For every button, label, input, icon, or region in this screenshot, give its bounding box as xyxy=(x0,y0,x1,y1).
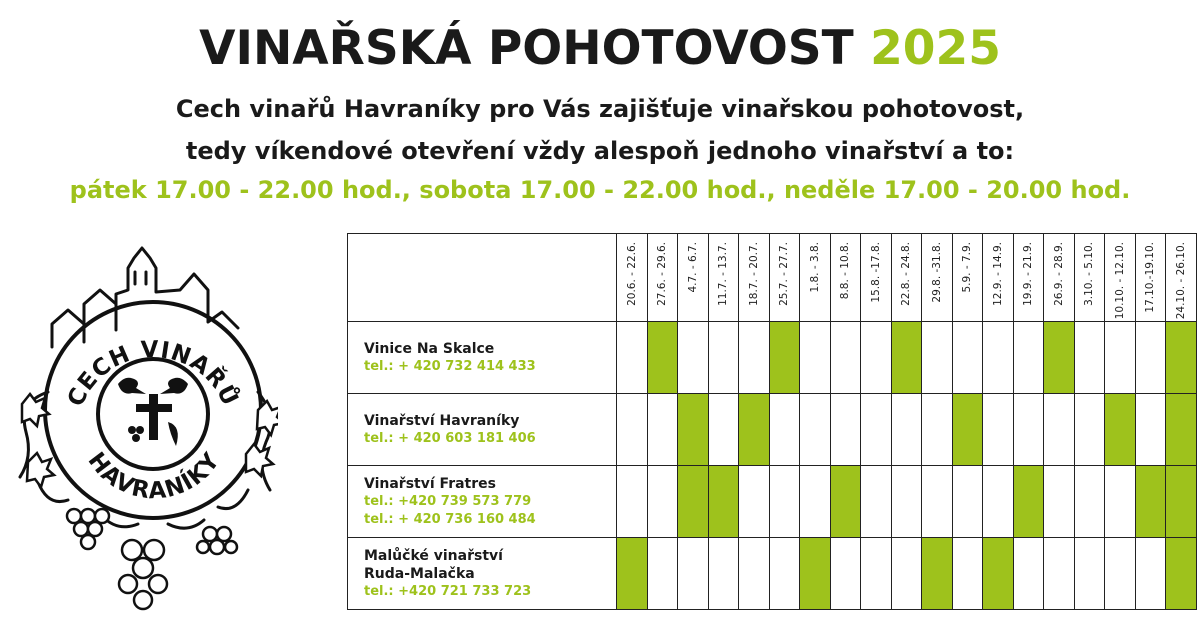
duty-cell-off xyxy=(1135,538,1166,610)
date-label: 20.6. - 22.6. xyxy=(625,242,638,306)
logo-text-top: CECH VINAŘŮ xyxy=(62,336,244,411)
winery-name: Ruda-Malačka xyxy=(364,565,475,582)
duty-cell-off xyxy=(952,322,983,394)
duty-cell-off xyxy=(800,322,831,394)
date-label: 15.8. -17.8. xyxy=(869,242,882,303)
duty-cell-off xyxy=(739,466,770,538)
date-header xyxy=(617,234,648,322)
duty-cell-off xyxy=(952,466,983,538)
opening-hours: pátek 17.00 - 22.00 hod., sobota 17.00 - 22.00 hod., neděle 17.00 - 20.00 hod. xyxy=(69,176,1131,204)
duty-cell-off xyxy=(678,322,709,394)
date-label: 4.7. - 6.7. xyxy=(686,242,699,293)
duty-cell-on xyxy=(830,466,861,538)
date-header xyxy=(1013,234,1044,322)
duty-cell-on xyxy=(1044,322,1075,394)
duty-cell-off xyxy=(617,466,648,538)
duty-cell-off xyxy=(861,538,892,610)
date-header xyxy=(861,234,892,322)
duty-cell-off xyxy=(922,322,953,394)
date-header xyxy=(769,234,800,322)
duty-cell-off xyxy=(1013,394,1044,466)
header-corner xyxy=(348,234,617,322)
date-label: 8.8. - 10.8. xyxy=(839,242,852,300)
duty-cell-on xyxy=(769,322,800,394)
duty-cell-off xyxy=(861,394,892,466)
date-header xyxy=(983,234,1014,322)
duty-cell-on xyxy=(739,394,770,466)
duty-cell-off xyxy=(769,394,800,466)
duty-cell-off xyxy=(1013,538,1044,610)
duty-cell-on xyxy=(1166,466,1197,538)
date-header xyxy=(800,234,831,322)
duty-cell-off xyxy=(861,322,892,394)
date-header xyxy=(1135,234,1166,322)
date-header xyxy=(678,234,709,322)
duty-cell-off xyxy=(1135,394,1166,466)
date-header xyxy=(891,234,922,322)
duty-cell-off xyxy=(952,538,983,610)
duty-cell-on xyxy=(922,538,953,610)
duty-cell-off xyxy=(800,466,831,538)
date-header xyxy=(1166,234,1197,322)
duty-cell-on xyxy=(1105,394,1136,466)
duty-cell-on xyxy=(891,322,922,394)
date-label: 25.7. - 27.7. xyxy=(778,242,791,306)
grapes-icon xyxy=(67,509,237,609)
duty-cell-off xyxy=(647,538,678,610)
duty-cell-on xyxy=(708,466,739,538)
duty-cell-off xyxy=(617,322,648,394)
duty-cell-off xyxy=(1074,538,1105,610)
intro-line-2: tedy víkendové otevření vždy alespoň jednoho vinařství a to: xyxy=(185,137,1015,165)
duty-cell-off xyxy=(1044,394,1075,466)
winery-phone: tel.: + 420 736 160 484 xyxy=(364,511,536,527)
winery-name: Vinice Na Skalce xyxy=(364,340,495,357)
duty-cell-off xyxy=(1044,538,1075,610)
duty-cell-off xyxy=(617,394,648,466)
winery-row xyxy=(348,322,1197,394)
date-header xyxy=(708,234,739,322)
date-label: 1.8. - 3.8. xyxy=(808,242,821,293)
date-header xyxy=(739,234,770,322)
duty-cell-on xyxy=(1013,466,1044,538)
duty-cell-off xyxy=(1105,538,1136,610)
date-label: 24.10. - 26.10. xyxy=(1174,242,1187,320)
date-header xyxy=(1044,234,1075,322)
duty-cell-off xyxy=(830,394,861,466)
duty-cell-off xyxy=(1013,322,1044,394)
duty-cell-off xyxy=(1105,466,1136,538)
schedule-table xyxy=(347,233,1197,610)
duty-cell-off xyxy=(922,394,953,466)
duty-cell-off xyxy=(1044,466,1075,538)
duty-cell-off xyxy=(678,538,709,610)
emblem-icon xyxy=(118,378,188,446)
duty-cell-off xyxy=(830,538,861,610)
date-label: 18.7. - 20.7. xyxy=(747,242,760,306)
date-header xyxy=(830,234,861,322)
duty-cell-off xyxy=(647,394,678,466)
duty-cell-off xyxy=(861,466,892,538)
date-header xyxy=(1074,234,1105,322)
duty-cell-on xyxy=(983,538,1014,610)
duty-cell-off xyxy=(891,466,922,538)
logo-text-bottom: HAVRANÍKY xyxy=(82,447,226,505)
duty-cell-off xyxy=(1135,322,1166,394)
date-label: 22.8. - 24.8. xyxy=(900,242,913,306)
duty-cell-off xyxy=(983,394,1014,466)
duty-cell-off xyxy=(739,538,770,610)
winery-row xyxy=(348,394,1197,466)
duty-cell-on xyxy=(647,322,678,394)
winery-name: Malůčké vinařství xyxy=(364,547,503,564)
winery-row xyxy=(348,466,1197,538)
duty-cell-on xyxy=(1166,322,1197,394)
winery-phone: tel.: +420 739 573 779 xyxy=(364,493,532,509)
duty-cell-on xyxy=(952,394,983,466)
date-label: 17.10.-19.10. xyxy=(1144,242,1157,313)
winery-phone: tel.: +420 721 733 723 xyxy=(364,583,532,599)
duty-cell-on xyxy=(678,394,709,466)
duty-cell-off xyxy=(647,466,678,538)
duty-cell-on xyxy=(617,538,648,610)
date-header-row xyxy=(348,234,1197,322)
date-label: 26.9. - 28.9. xyxy=(1052,242,1065,306)
duty-cell-off xyxy=(891,394,922,466)
duty-cell-on xyxy=(678,466,709,538)
duty-cell-off xyxy=(1074,322,1105,394)
duty-cell-off xyxy=(1105,322,1136,394)
winery-name: Vinařství Havraníky xyxy=(364,412,520,429)
duty-cell-off xyxy=(830,322,861,394)
winery-name: Vinařství Fratres xyxy=(364,475,496,492)
date-label: 29.8. -31.8. xyxy=(930,242,943,303)
title-year: 2025 xyxy=(870,21,1001,76)
duty-cell-off xyxy=(769,538,800,610)
duty-cell-on xyxy=(1166,538,1197,610)
duty-cell-off xyxy=(983,322,1014,394)
intro-line-1: Cech vinařů Havraníky pro Vás zajišťuje vinařskou pohotovost, xyxy=(175,95,1025,123)
winery-cell xyxy=(348,394,617,466)
duty-cell-on xyxy=(800,538,831,610)
date-label: 11.7. - 13.7. xyxy=(717,242,730,306)
duty-cell-off xyxy=(708,322,739,394)
duty-cell-off xyxy=(769,466,800,538)
winery-cell xyxy=(348,322,617,394)
duty-cell-off xyxy=(708,394,739,466)
date-label: 5.9. - 7.9. xyxy=(961,242,974,293)
duty-cell-off xyxy=(739,322,770,394)
duty-cell-off xyxy=(708,538,739,610)
date-header xyxy=(952,234,983,322)
duty-cell-off xyxy=(1074,394,1105,466)
winery-phone: tel.: + 420 603 181 406 xyxy=(364,430,536,446)
duty-cell-off xyxy=(922,466,953,538)
date-label: 27.6. - 29.6. xyxy=(656,242,669,306)
duty-cell-off xyxy=(1074,466,1105,538)
date-header xyxy=(922,234,953,322)
winery-cell xyxy=(348,466,617,538)
date-label: 3.10. - 5.10. xyxy=(1083,242,1096,306)
winery-phone: tel.: + 420 732 414 433 xyxy=(364,358,536,374)
duty-cell-off xyxy=(800,394,831,466)
duty-cell-on xyxy=(1135,466,1166,538)
guild-logo xyxy=(8,232,278,624)
page-title xyxy=(0,22,1200,76)
date-label: 10.10. - 12.10. xyxy=(1113,242,1126,320)
date-header xyxy=(647,234,678,322)
duty-cell-off xyxy=(983,466,1014,538)
winery-cell xyxy=(348,538,617,610)
date-label: 12.9. - 14.9. xyxy=(991,242,1004,306)
date-header xyxy=(1105,234,1136,322)
duty-cell-off xyxy=(891,538,922,610)
title-text: VINAŘSKÁ POHOTOVOST xyxy=(199,21,854,76)
duty-cell-on xyxy=(1166,394,1197,466)
winery-row xyxy=(348,538,1197,610)
date-label: 19.9. - 21.9. xyxy=(1022,242,1035,306)
